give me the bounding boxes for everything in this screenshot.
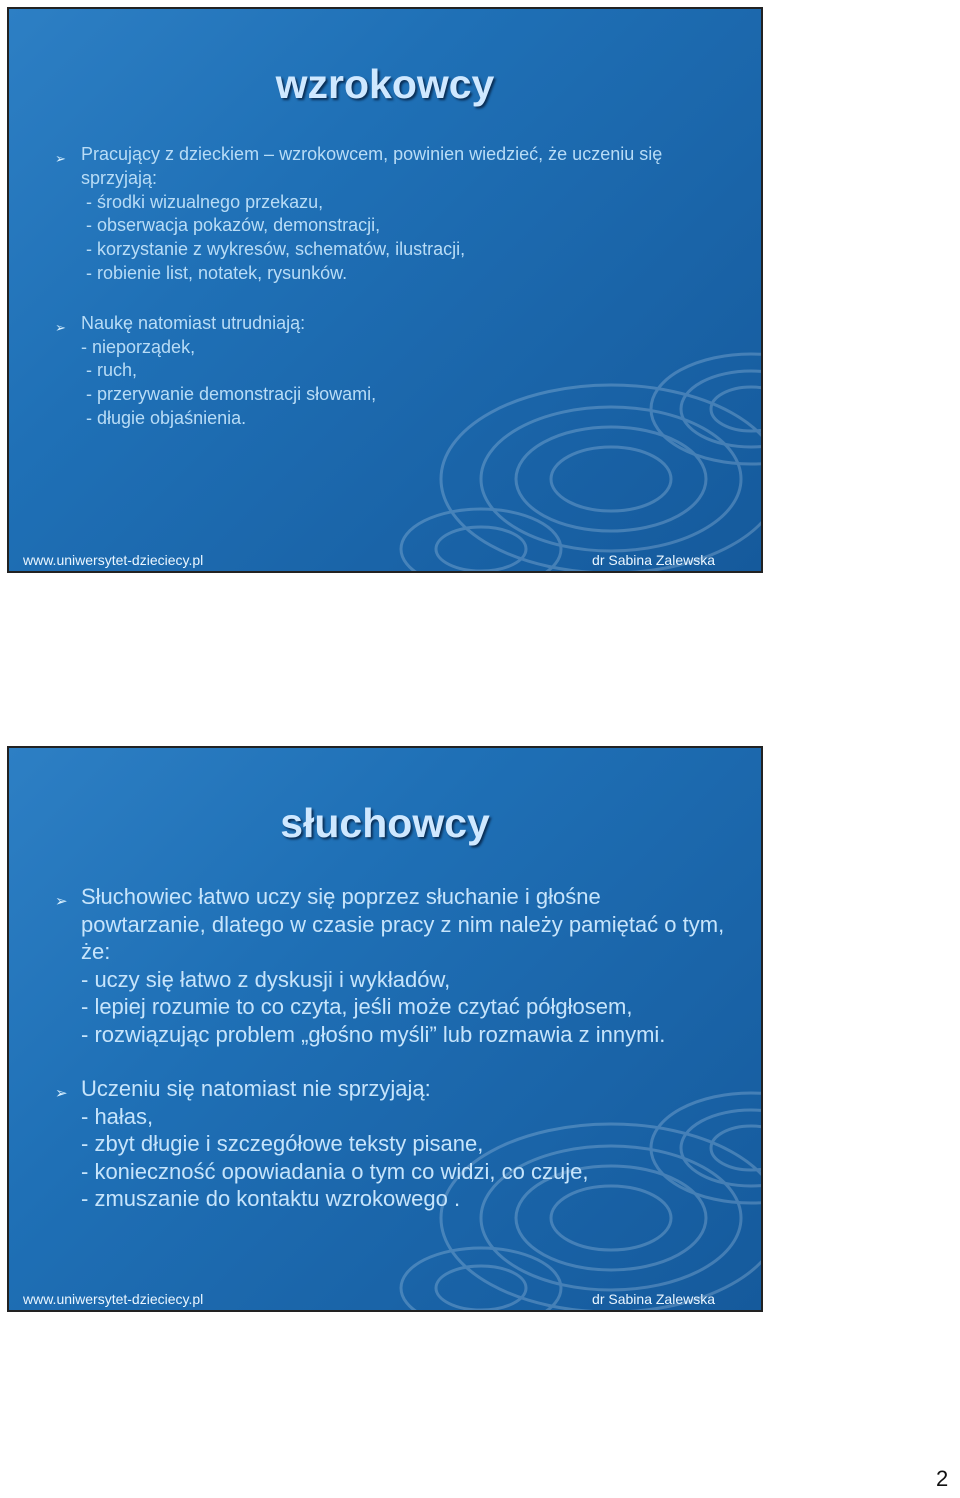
arrow-bullet-icon: ➢ — [55, 1085, 68, 1102]
sub-item: - przerywanie demonstracji słowami, — [81, 384, 377, 405]
bullet-lead: Słuchowiec łatwo uczy się poprzez słuchanie i głośne powtarzanie, dlatego w czasie pracy z nim należy pamiętać o tym, że: — [81, 884, 725, 964]
sub-item: - zbyt długie i szczegółowe teksty pisane, — [81, 1131, 484, 1156]
slide-content — [55, 883, 725, 1213]
sub-item: - obserwacja pokazów, demonstracji, — [81, 215, 381, 236]
sub-item: - rozwiązując problem „głośno myśli” lub rozmawia z innymi. — [81, 1021, 666, 1047]
bullet-item — [55, 883, 725, 1048]
page-number: 2 — [936, 1466, 949, 1491]
sub-item: - konieczność opowiadania o tym co widzi, co czuje, — [81, 1158, 589, 1184]
slide-sluchowcy — [7, 746, 763, 1312]
slide-title: wzrokowcy — [275, 61, 495, 107]
slide-title: słuchowcy — [280, 800, 490, 846]
bullet-item — [55, 143, 725, 286]
sub-item: - korzystanie z wykresów, schematów, ilustracji, — [81, 239, 466, 260]
sub-item: - ruch, — [81, 360, 138, 381]
footer-author: dr Sabina Zalewska — [592, 1291, 715, 1307]
sub-item: - robienie list, notatek, rysunków. — [81, 262, 348, 283]
footer-author: dr Sabina Zalewska — [592, 552, 715, 568]
slide-content — [55, 143, 725, 431]
footer-website: www.uniwersytet-dzieciecy.pl — [23, 552, 204, 568]
bullet-lead: Uczeniu się natomiast nie sprzyjają: — [81, 1076, 431, 1101]
sub-item: - lepiej rozumie to co czyta, jeśli może czytać półgłosem, — [81, 994, 633, 1019]
bullet-lead: Naukę natomiast utrudniają: — [81, 312, 306, 333]
arrow-bullet-icon: ➢ — [55, 319, 66, 335]
arrow-bullet-icon: ➢ — [55, 893, 68, 910]
sub-item: - długie objaśnienia. — [81, 407, 247, 428]
bullet-item — [55, 312, 725, 431]
bullet-item — [55, 1075, 725, 1213]
slide-wzrokowcy — [7, 7, 763, 573]
arrow-bullet-icon: ➢ — [55, 151, 66, 166]
sub-item: - hałas, — [81, 1103, 154, 1129]
sub-item: - środki wizualnego przekazu, — [81, 191, 324, 212]
sub-item: - zmuszanie do kontaktu wzrokowego . — [81, 1186, 461, 1211]
sub-item: - uczy się łatwo z dyskusji i wykładów, — [81, 966, 451, 992]
bullet-lead: Pracujący z dzieckiem – wzrokowcem, powinien wiedzieć, że uczeniu się sprzyjają: — [81, 144, 663, 188]
footer-website: www.uniwersytet-dzieciecy.pl — [23, 1291, 204, 1307]
sub-item: - nieporządek, — [81, 336, 196, 357]
